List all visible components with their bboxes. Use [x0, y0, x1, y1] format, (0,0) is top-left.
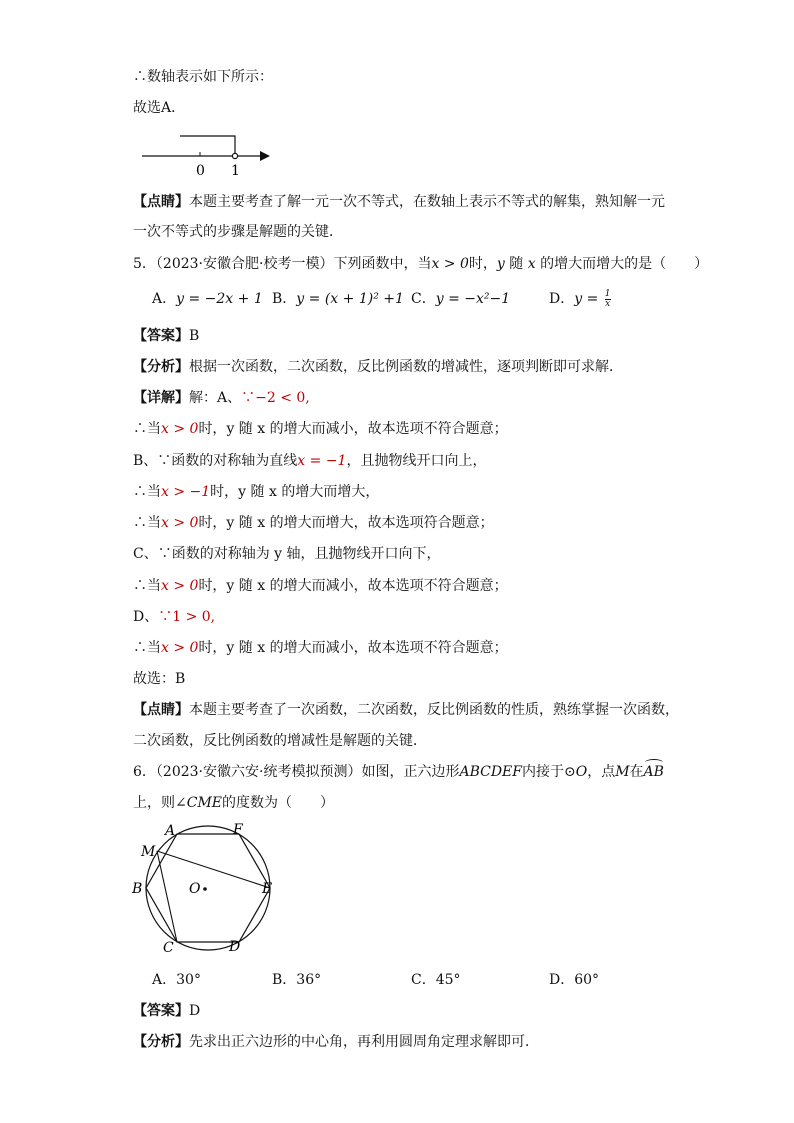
- q5-choose: 故选：B: [133, 671, 186, 687]
- label-M: M: [141, 844, 156, 860]
- q6-stem-line2: 上，则∠CME的度数为（ ）: [133, 795, 334, 811]
- prev-comment-line2: 一次不等式的步骤是解题的关键．: [133, 224, 343, 240]
- q5-answer: 【答案】B: [133, 328, 200, 344]
- label-O: O: [189, 881, 201, 897]
- q5-detail-b1: B、∵函数的对称轴为直线x = −1，且抛物线开口向上，: [133, 453, 487, 469]
- q6-option-d: D．60°: [549, 972, 600, 988]
- number-line-figure: [138, 128, 278, 178]
- q5-analysis: 【分析】根据一次函数，二次函数，反比例函数的增减性，逐项判断即可求解．: [133, 359, 623, 375]
- q5-detail-c1: C、∵函数的对称轴为 y 轴，且抛物线开口向下，: [133, 546, 441, 562]
- label-D: D: [229, 939, 241, 955]
- q5-option-d: D．y = $\frac{1}{x}$: [549, 288, 611, 309]
- q5-comment-line2: 二次函数，反比例函数的增减性是解题的关键．: [133, 733, 427, 749]
- arc-mark: [645, 759, 663, 766]
- q5-detail-d1: D、∵1 > 0,: [133, 609, 216, 625]
- q5-option-b: B．y = (x + 1)² +1: [272, 291, 404, 307]
- prev-comment-line1: 【点睛】本题主要考查了解一元一次不等式，在数轴上表示不等式的解集，熟知解一元: [133, 194, 665, 210]
- q6-stem-line1: 6．（2023·安徽六安·统考模拟预测）如图，正六边形ABCDEF内接于⊙O，点M在 AB: [133, 762, 664, 782]
- q5-stem: 5．（2023·安徽合肥·校考一模）下列函数中，当x > 0时，y 随 x 的增大而增大的是（ ）: [133, 256, 709, 272]
- q5-option-c: C．y = −x²−1: [411, 291, 511, 307]
- hexagon-circle-figure: [128, 818, 288, 958]
- q5-detail-d2: ∴当x > 0时，y 随 x 的增大而减小，故本选项不符合题意；: [133, 640, 508, 656]
- q6-option-a: A．30°: [152, 972, 201, 988]
- label-E: E: [262, 881, 273, 897]
- q5-option-a: A．y = −2x + 1: [152, 291, 263, 307]
- label-B: B: [132, 881, 143, 897]
- q6-option-b: B．36°: [272, 972, 322, 988]
- q5-comment-line1: 【点睛】本题主要考查了一次函数，二次函数，反比例函数的性质，熟练掌握一次函数，: [133, 702, 679, 718]
- tick-label-0: 0: [196, 163, 205, 178]
- prev-choose: 故选A．: [133, 100, 186, 116]
- tick-label-1: 1: [231, 163, 240, 178]
- label-A: A: [165, 823, 176, 839]
- q6-answer: 【答案】D: [133, 1003, 201, 1019]
- label-F: F: [233, 822, 243, 838]
- q5-detail-a1: ∴当x > 0时，y 随 x 的增大而减小，故本选项不符合题意；: [133, 421, 508, 437]
- q6-analysis: 【分析】先求出正六边形的中心角，再利用圆周角定理求解即可．: [133, 1034, 539, 1050]
- q5-detail-b3: ∴当x > 0时，y 随 x 的增大而增大，故本选项符合题意；: [133, 515, 494, 531]
- q6-option-c: C．45°: [411, 972, 461, 988]
- prev-intro: ∴数轴表示如下所示：: [133, 69, 273, 85]
- q5-detail: 【详解】解：A、∵−2 < 0,: [133, 390, 310, 406]
- q5-detail-b2: ∴当x > −1时，y 随 x 的增大而增大，: [133, 484, 380, 500]
- q5-detail-c2: ∴当x > 0时，y 随 x 的增大而减小，故本选项不符合题意；: [133, 578, 508, 594]
- label-C: C: [163, 940, 174, 956]
